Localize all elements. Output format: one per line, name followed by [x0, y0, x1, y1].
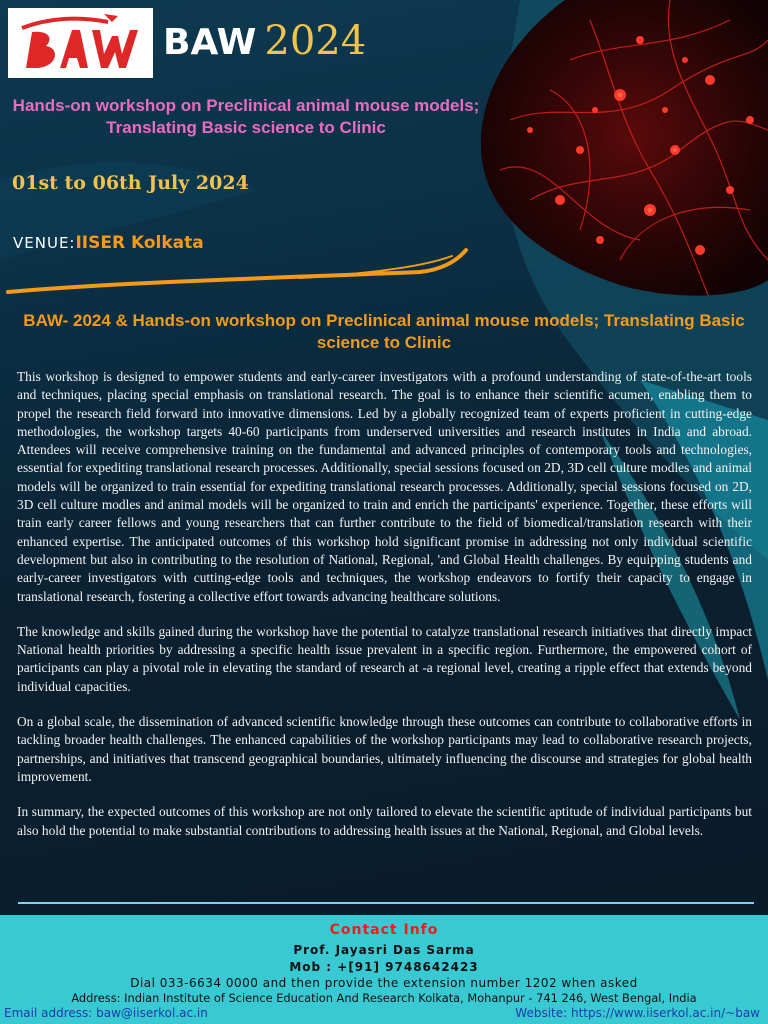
contact-address: Address: Indian Institute of Science Education And Research Kolkata, Mohanpur - 741 246, West Bengal, India: [71, 991, 697, 1005]
venue-label: VENUE:: [13, 234, 76, 252]
orange-swoosh: [0, 238, 480, 298]
contact-mobile[interactable]: Mob : +[91] 9748642423: [289, 960, 479, 974]
paragraph: In summary, the expected outcomes of this workshop are not only tailored to elevate the scientific aptitude of individual participants but also hold the potential to make substantial contributions to addressing health issues at the National, Regional, and Global levels.: [17, 804, 752, 838]
contact-website-link[interactable]: Website: https://www.iiserkol.ac.in/~baw: [515, 1006, 760, 1020]
baw-logo-icon: [8, 8, 153, 78]
divider: [18, 902, 754, 904]
contact-email-link[interactable]: Email address: baw@iiserkol.ac.in: [4, 1006, 208, 1020]
brand-year: 2024: [264, 18, 367, 64]
contact-title: Contact Info: [329, 922, 439, 938]
brand-name: BAW: [163, 22, 257, 63]
workshop-subtitle: Hands-on workshop on Preclinical animal mouse models; Translating Basic science to Clinic: [12, 96, 480, 137]
body-text: [17, 368, 752, 857]
brand-title: [163, 18, 366, 64]
paragraph: On a global scale, the dissemination of advanced scientific knowledge through these outcomes can contribute to collaborative efforts in tackling broader health challenges. The enhanced capabilities of the workshop participants may lead to collaborative research projects, partnerships, and initiatives that transcend geographical boundaries, ultimately influencing the discourse and strategies for global health improvement.: [17, 714, 752, 784]
paragraph: The knowledge and skills gained during the workshop have the potential to catalyze translational research initiatives that directly impact National health priorities by addressing a specific health issue prevalent in a specific region. Furthermore, the empowered cohort of participants can play a pivotal role in elevating the standard of research at -a regional level, creating a ripple effect that extends beyond individual capacities.: [17, 623, 752, 694]
contact-name: Prof. Jayasri Das Sarma: [293, 943, 475, 957]
neuron-cells-image: [470, 0, 768, 300]
baw-logo: [8, 8, 153, 78]
section-heading: BAW- 2024 & Hands-on workshop on Preclinical animal mouse models; Translating Basic science to Clinic: [23, 311, 745, 352]
paragraph: This workshop is designed to empower students and early-career investigators with a profound understanding of state-of-the-art tools and techniques, placing special emphasis on translational research. The goal is to enhance their scientific acumen, enabling them to propel the research field forward into innovative dimensions. Led by a globally recognized team of experts proficient in cutting-edge methodologies, the workshop targets 40-60 participants from underserved universities and research institutes in India and abroad. Attendees will receive comprehensive training on the fundamental and advanced principles of contemporary tools and technologies, essential for expediting translational research processes. Additionally, special sessions focused on 2D, 3D cell culture modles and animal models will be organized to train essential for expediting translational research processes. Additionally, special sessions focused on 2D, 3D cell culture modles and animal models will be organized to train and enrich the participants' experience. Together, these efforts will train early career fellows and young researchers that can further contribute to the field of biomedical/translation research with their enhanced expertise. The anticipated outcomes of this workshop hold significant promise in addressing not only individual scientific development but also in contributing to the resolution of National, Regional, 'and Global Health challenges. By equipping students and early-career investigators with cutting-edge tools and techniques, the workshop endeavors to fortify their capacity to engage in translational research, fostering a collective effort towards advancing healthcare solutions.: [17, 369, 752, 604]
workshop-dates: 01st to 06th July 2024: [12, 172, 249, 194]
contact-panel: [0, 915, 768, 1024]
contact-dial-instructions: Dial 033-6634 0000 and then provide the extension number 1202 when asked: [130, 976, 638, 990]
venue-value: IISER Kolkata: [75, 233, 204, 253]
